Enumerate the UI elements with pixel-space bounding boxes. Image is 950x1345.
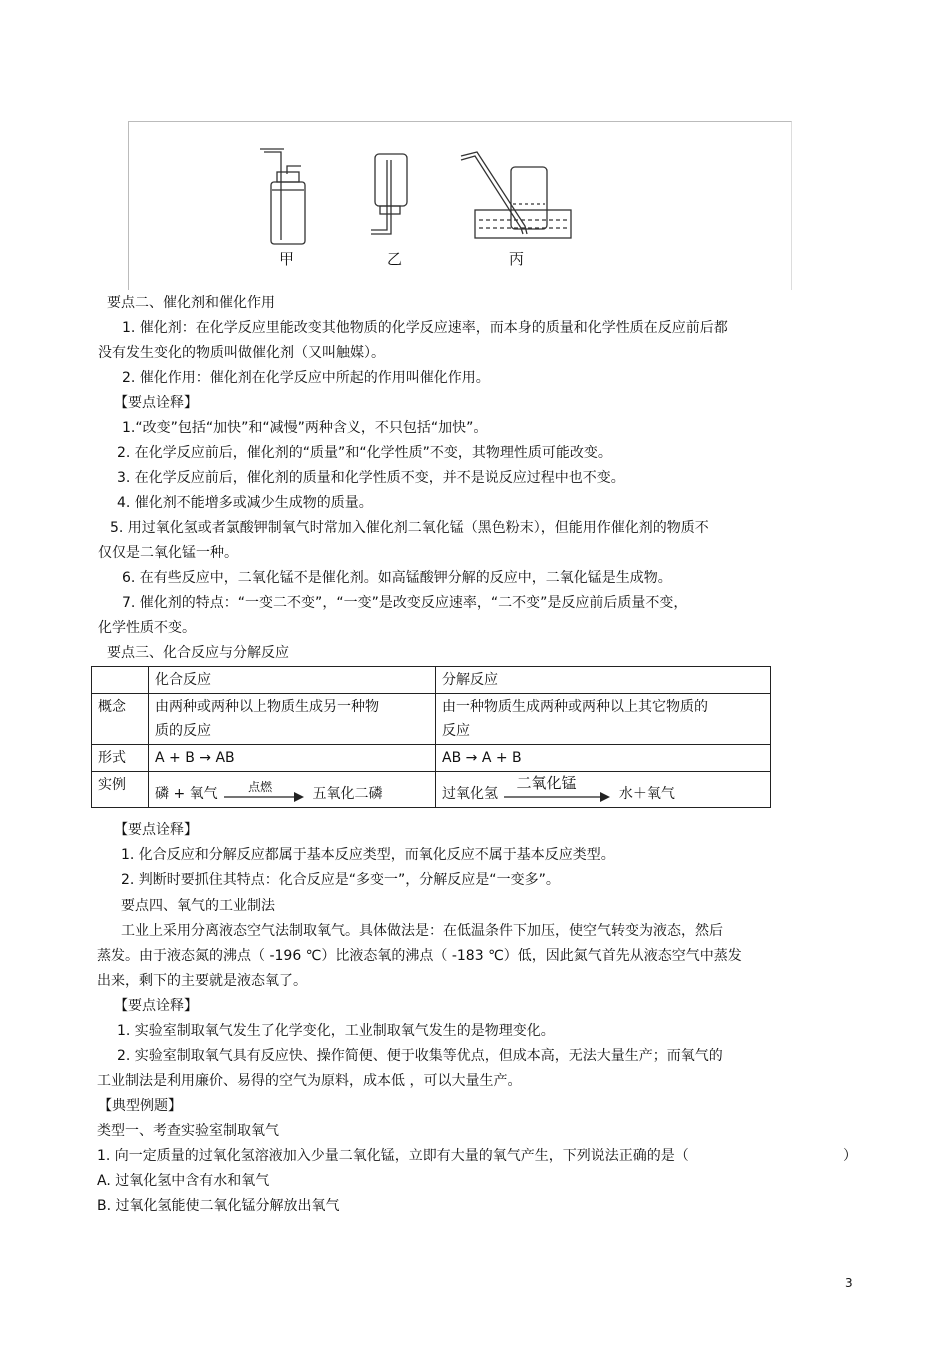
table-row-label: 实例 bbox=[92, 772, 149, 808]
notes-title: 【要点诠释】 bbox=[114, 395, 198, 411]
paragraph-line: 蒸发。由于液态氮的沸点（ -196 ℃）比液态氧的沸点（ -183 ℃）低，因此氮气首先从液态空气中蒸发 bbox=[97, 948, 742, 964]
reaction-comparison-table bbox=[91, 666, 771, 808]
reaction-arrow bbox=[222, 780, 308, 803]
paragraph-line: 出来，剩下的主要就是液态氧了。 bbox=[97, 973, 307, 989]
table-cell bbox=[436, 694, 771, 745]
apparatus-figure bbox=[128, 121, 792, 290]
paragraph-line: 1. 催化剂：在化学反应里能改变其他物质的化学反应速率，而本身的质量和化学性质在反应前后都 bbox=[122, 320, 728, 336]
note-item: 仅仅是二氧化锰一种。 bbox=[98, 545, 238, 561]
note-item: 5. 用过氧化氢或者氯酸钾制氧气时常加入催化剂二氧化锰（黑色粉末），但能用作催化剂的物质不 bbox=[110, 520, 709, 536]
table-header: 分解反应 bbox=[436, 667, 771, 694]
bottle-yi bbox=[371, 154, 407, 234]
table-row-label: 概念 bbox=[92, 694, 149, 745]
table-cell-empty bbox=[92, 667, 149, 694]
table-row-label: 形式 bbox=[92, 745, 149, 772]
note-item: 1. 实验室制取氧气发生了化学变化，工业制取氧气发生的是物理变化。 bbox=[117, 1023, 555, 1039]
examples-title: 【典型例题】 bbox=[98, 1098, 182, 1114]
table-cell bbox=[436, 772, 771, 808]
apparatus-drawing bbox=[129, 122, 791, 290]
question-type: 类型一、考查实验室制取氧气 bbox=[97, 1123, 279, 1139]
note-item: 7. 催化剂的特点：“一变二不变”，“一变”是改变反应速率，“二不变”是反应前后质量不变， bbox=[122, 595, 688, 611]
question-text: 1. 向一定质量的过氧化氢溶液加入少量二氧化锰，立即有大量的氧气产生，下列说法正确的是（ bbox=[97, 1148, 689, 1164]
note-item: 3. 在化学反应前后，催化剂的质量和化学性质不变，并不是说反应过程中也不变。 bbox=[117, 470, 625, 486]
reaction-condition: 点燃 bbox=[248, 780, 273, 794]
figure-label-yi: 乙 bbox=[387, 250, 403, 268]
notes-title: 【要点诠释】 bbox=[114, 998, 198, 1014]
figure-label-jia: 甲 bbox=[279, 250, 295, 268]
note-item: 2. 在化学反应前后，催化剂的“质量”和“化学性质”不变，其物理性质可能改变。 bbox=[117, 445, 612, 461]
reactant-text: 磷 + 氧气 bbox=[155, 786, 218, 802]
option-b: B. 过氧化氢能使二氧化锰分解放出氧气 bbox=[97, 1198, 340, 1214]
paragraph-line: 2. 催化作用：催化剂在化学反应中所起的作用叫催化作用。 bbox=[122, 370, 490, 386]
note-item: 工业制法是利用廉价、易得的空气为原料，成本低 ，可以大量生产。 bbox=[97, 1073, 522, 1089]
reaction-arrow bbox=[502, 774, 614, 803]
table-cell: A + B → AB bbox=[149, 745, 436, 772]
product-text: 水＋氧气 bbox=[618, 786, 675, 802]
product-text: 五氧化二磷 bbox=[312, 786, 383, 802]
note-item: 2. 实验室制取氧气具有反应快、操作简便、便于收集等优点，但成本高，无法大量生产；而氧气的 bbox=[117, 1048, 723, 1064]
arrow-icon bbox=[502, 787, 614, 805]
note-item: 2. 判断时要抓住其特点：化合反应是“多变一”，分解反应是“一变多”。 bbox=[121, 872, 560, 888]
table-cell bbox=[149, 772, 436, 808]
paragraph-line: 没有发生变化的物质叫做催化剂（又叫触媒）。 bbox=[98, 345, 385, 361]
note-item: 化学性质不变。 bbox=[98, 620, 196, 636]
notes-title: 【要点诠释】 bbox=[114, 822, 198, 838]
cell-text: 质的反应 bbox=[155, 723, 211, 739]
note-item: 4. 催化剂不能增多或减少生成物的质量。 bbox=[117, 495, 373, 511]
note-item: 1.“改变”包括“加快”和“减慢”两种含义，不只包括“加快”。 bbox=[122, 420, 488, 436]
section-heading: 要点三、化合反应与分解反应 bbox=[107, 645, 289, 661]
section-heading: 要点二、催化剂和催化作用 bbox=[107, 295, 275, 311]
note-item: 6. 在有些反应中，二氧化锰不是催化剂。如高锰酸钾分解的反应中，二氧化锰是生成物。 bbox=[122, 570, 672, 586]
figure-label-bing: 丙 bbox=[509, 250, 525, 268]
reaction-condition: 二氧化锰 bbox=[516, 774, 577, 792]
option-a: A. 过氧化氢中含有水和氧气 bbox=[97, 1173, 270, 1189]
arrow-icon bbox=[222, 787, 308, 805]
table-cell bbox=[149, 694, 436, 745]
table-cell: AB → A + B bbox=[436, 745, 771, 772]
cell-text: 反应 bbox=[442, 723, 470, 739]
bottle-jia bbox=[260, 149, 305, 244]
paragraph-line: 工业上采用分离液态空气法制取氧气。具体做法是：在低温条件下加压，使空气转变为液态，然后 bbox=[121, 923, 723, 939]
note-item: 1. 化合反应和分解反应都属于基本反应类型，而氧化反应不属于基本反应类型。 bbox=[121, 847, 615, 863]
page-number: 3 bbox=[845, 1276, 853, 1290]
cell-text: 由一种物质生成两种或两种以上其它物质的 bbox=[442, 699, 708, 715]
cell-text: 由两种或两种以上物质生成另一种物 bbox=[155, 699, 379, 715]
question-paren-close: ） bbox=[843, 1148, 857, 1164]
section-heading: 要点四、氧气的工业制法 bbox=[121, 898, 275, 914]
trough-bing bbox=[461, 152, 571, 238]
table-header: 化合反应 bbox=[149, 667, 436, 694]
reactant-text: 过氧化氢 bbox=[442, 786, 498, 802]
